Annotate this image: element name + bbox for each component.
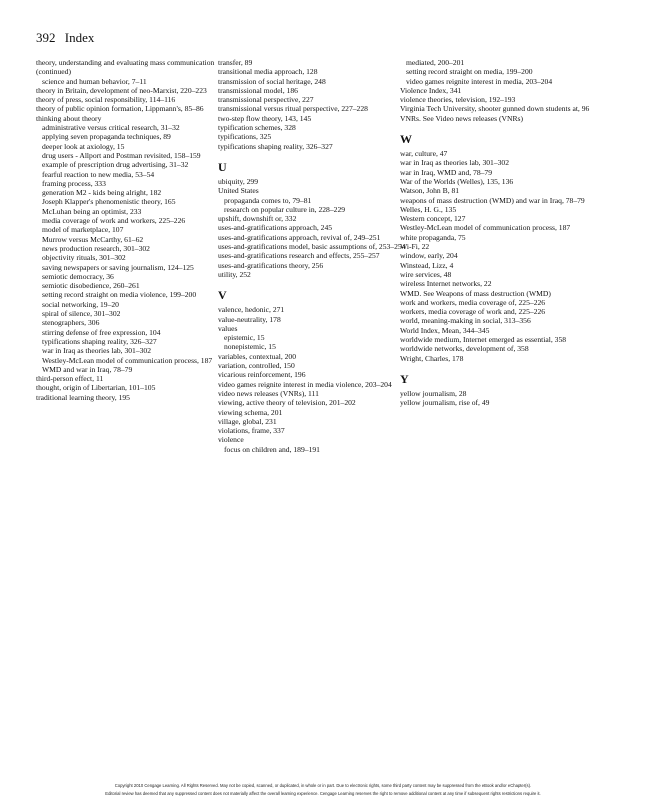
index-entry: worldwide medium, Internet emerged as essential, 358 bbox=[400, 335, 567, 345]
index-entry: third-person effect, 11 bbox=[36, 374, 104, 384]
index-subentry: model of marketplace, 107 bbox=[42, 225, 124, 235]
index-subentry: objectivity rituals, 301–302 bbox=[42, 253, 126, 263]
index-entry: viewing, active theory of television, 201–202 bbox=[218, 398, 356, 408]
index-subentry: nonepistemic, 15 bbox=[224, 342, 276, 352]
index-entry: Winstead, Lizz, 4 bbox=[400, 260, 454, 270]
index-entry: white propaganda, 75 bbox=[400, 232, 466, 242]
index-subentry: news production research, 301–302 bbox=[42, 243, 150, 253]
index-entry: typifications, 325 bbox=[218, 132, 272, 142]
index-entry: valence, hedonic, 271 bbox=[218, 305, 285, 315]
index-entry: viewing schema, 201 bbox=[218, 407, 283, 417]
index-letter-heading: Y bbox=[400, 371, 409, 386]
index-entry: variables, contextual, 200 bbox=[218, 351, 297, 361]
index-subentry: social networking, 19–20 bbox=[42, 299, 119, 309]
index-entry: video games reignite interest in media violence, 203–204 bbox=[218, 379, 392, 389]
index-entry: uses-and-gratifications theory, 256 bbox=[218, 260, 324, 270]
index-column-3 bbox=[400, 58, 612, 408]
index-subentry: media coverage of work and workers, 225–226 bbox=[42, 216, 186, 226]
index-entry: VNRs. See Video news releases (VNRs) bbox=[400, 113, 523, 123]
index-entry: transmissional perspective, 227 bbox=[218, 95, 314, 105]
index-entry: uses-and-gratifications approach, revival of, 249–251 bbox=[218, 232, 381, 242]
index-subentry: research on popular culture in, 228–229 bbox=[224, 204, 346, 214]
section-title: Index bbox=[64, 30, 95, 45]
index-subentry: Joseph Klapper's phenomenistic theory, 165 bbox=[42, 197, 176, 207]
index-subentry: fearful reaction to new media, 53–54 bbox=[42, 169, 155, 179]
index-entry: values bbox=[218, 323, 238, 333]
index-subentry: mediated, 200–201 bbox=[406, 58, 465, 67]
index-entry: transmission of social heritage, 248 bbox=[218, 76, 326, 86]
index-subentry: drug users - Allport and Postman revisited, 158–159 bbox=[42, 150, 201, 160]
index-entry: wire services, 48 bbox=[400, 269, 452, 279]
index-entry: war in Iraq as theories lab, 301–302 bbox=[400, 158, 510, 168]
index-subentry: setting record straight on media, 199–200 bbox=[406, 67, 533, 77]
index-entry: United States bbox=[218, 186, 259, 196]
index-column-1 bbox=[36, 58, 221, 402]
index-subentry: science and human behavior, 7–11 bbox=[42, 76, 147, 86]
index-subentry: example of prescription drug advertising, 31–32 bbox=[42, 160, 189, 170]
index-entry: thought, origin of Libertarian, 101–105 bbox=[36, 383, 156, 393]
index-entry: theory of press, social responsibility, 114–116 bbox=[36, 95, 176, 105]
index-subentry: Westley-McLean model of communication process, 187 bbox=[42, 355, 213, 365]
index-subentry: deeper look at axiology, 15 bbox=[42, 141, 125, 151]
index-entry: violations, frame, 337 bbox=[218, 426, 285, 436]
index-entry: variation, controlled, 150 bbox=[218, 361, 295, 371]
index-subentry: semiotic disobedience, 260–261 bbox=[42, 281, 140, 291]
index-letter-heading: W bbox=[400, 132, 412, 147]
index-entry: world, meaning-making in social, 313–356 bbox=[400, 316, 531, 326]
index-subentry: setting record straight on media violence, 199–200 bbox=[42, 290, 197, 300]
index-subentry: spiral of silence, 301–302 bbox=[42, 309, 121, 319]
index-entry: uses-and-gratifications research and effects, 255–257 bbox=[218, 251, 380, 261]
index-entry: upshift, downshift or, 332 bbox=[218, 214, 297, 224]
index-entry: (continued) bbox=[36, 67, 72, 77]
index-entry: transmissional model, 186 bbox=[218, 85, 298, 95]
index-entry: vicarious reinforcement, 196 bbox=[218, 370, 306, 380]
index-entry: Virginia Tech University, shooter gunned down students at, 96 bbox=[400, 104, 590, 114]
index-entry: Violence Index, 341 bbox=[400, 85, 462, 95]
index-entry: Welles, H. G., 135 bbox=[400, 204, 457, 214]
index-entry: Wright, Charles, 178 bbox=[400, 353, 464, 363]
index-entry: Western concept, 127 bbox=[400, 214, 466, 224]
index-entry: wireless Internet networks, 22 bbox=[400, 279, 492, 289]
index-column-2 bbox=[218, 58, 408, 454]
index-entry: workers, media coverage of work and, 225–226 bbox=[400, 307, 546, 317]
index-entry: work and workers, media coverage of, 225–226 bbox=[400, 297, 546, 307]
index-entry: transmissional versus ritual perspective, 227–228 bbox=[218, 104, 368, 114]
index-entry: uses-and-gratifications approach, 245 bbox=[218, 223, 333, 233]
index-entry: two-step flow theory, 143, 145 bbox=[218, 113, 312, 123]
index-entry: Westley-McLean model of communication process, 187 bbox=[400, 223, 571, 233]
index-entry: yellow journalism, 28 bbox=[400, 388, 467, 398]
index-subentry: McLuhan being an optimist, 233 bbox=[42, 206, 142, 216]
index-entry: worldwide networks, development of, 358 bbox=[400, 344, 529, 354]
index-subentry: epistemic, 15 bbox=[224, 333, 265, 343]
index-subentry: framing process, 333 bbox=[42, 178, 106, 188]
copyright-notice: Copyright 2010 Cengage Learning. All Rights Reserved. May not be copied, scanned, or duplicated, in whole or in part. Due to electronic rights, some third party content may be suppressed from the eBook and/or eChapter(s). bbox=[114, 783, 532, 788]
index-subentry: WMD and war in Iraq, 78–79 bbox=[42, 364, 133, 374]
index-subentry: war in Iraq as theories lab, 301–302 bbox=[42, 346, 152, 356]
index-subentry: propaganda comes to, 79–81 bbox=[224, 195, 312, 205]
editorial-notice: Editorial review has deemed that any suppressed content does not materially affect the overall learning experience. Cengage Learning reserves the right to remove additional content at any time if subsequent rights restrictions require it. bbox=[105, 791, 541, 796]
page-header bbox=[36, 30, 94, 46]
index-entry: theory in Britain, development of neo-Marxist, 220–223 bbox=[36, 85, 207, 95]
index-entry: transfer, 89 bbox=[218, 58, 253, 67]
index-entry: transitional media approach, 128 bbox=[218, 67, 318, 77]
index-entry: Wi-Fi, 22 bbox=[400, 242, 430, 252]
index-entry: traditional learning theory, 195 bbox=[36, 392, 130, 402]
index-entry: war in Iraq, WMD and, 78–79 bbox=[400, 167, 493, 177]
index-entry: village, global, 231 bbox=[218, 416, 277, 426]
index-subentry: generation M2 - kids being alright, 182 bbox=[42, 188, 162, 198]
index-subentry: semiotic democracy, 36 bbox=[42, 271, 114, 281]
index-entry: typification schemes, 328 bbox=[218, 123, 296, 133]
index-entry: thinking about theory bbox=[36, 113, 102, 123]
page-number: 392 bbox=[36, 30, 56, 45]
index-subentry: administrative versus critical research, 31–32 bbox=[42, 123, 180, 133]
index-subentry: Murrow versus McCarthy, 61–62 bbox=[42, 234, 144, 244]
index-letter-heading: U bbox=[218, 159, 227, 174]
index-entry: violence bbox=[218, 435, 244, 445]
index-entry: violence theories, television, 192–193 bbox=[400, 95, 516, 105]
index-entry: Watson, John B, 81 bbox=[400, 186, 460, 196]
index-entry: theory, understanding and evaluating mass communication bbox=[36, 58, 215, 67]
index-subentry: video games reignite interest in media, 203–204 bbox=[406, 76, 553, 86]
index-subentry: typifications shaping reality, 326–327 bbox=[42, 336, 157, 346]
index-subentry: applying seven propaganda techniques, 89 bbox=[42, 132, 171, 142]
index-letter-heading: V bbox=[218, 288, 227, 303]
index-entry: World Index, Mean, 344–345 bbox=[400, 325, 490, 335]
index-entry: video news releases (VNRs), 111 bbox=[218, 388, 319, 398]
index-subentry: stirring defense of free expression, 104 bbox=[42, 327, 161, 337]
index-entry: theory of public opinion formation, Lippmann's, 85–86 bbox=[36, 104, 204, 114]
index-subentry: saving newspapers or saving journalism, 124–125 bbox=[42, 262, 194, 272]
index-subentry: stenographers, 306 bbox=[42, 318, 100, 328]
index-entry: War of the Worlds (Welles), 135, 136 bbox=[400, 176, 514, 186]
index-entry: utility, 252 bbox=[218, 269, 251, 279]
index-entry: WMD. See Weapons of mass destruction (WMD) bbox=[400, 288, 551, 298]
index-entry: yellow journalism, rise of, 49 bbox=[400, 398, 490, 408]
index-entry: typifications shaping reality, 326–327 bbox=[218, 141, 333, 151]
index-entry: uses-and-gratifications model, basic assumptions of, 253–254 bbox=[218, 242, 406, 252]
index-entry: window, early, 204 bbox=[400, 251, 458, 261]
index-entry: value-neutrality, 178 bbox=[218, 314, 281, 324]
index-entry: war, culture, 47 bbox=[400, 149, 448, 159]
index-entry: ubiquity, 299 bbox=[218, 176, 259, 186]
index-subentry: focus on children and, 189–191 bbox=[224, 444, 320, 454]
index-entry: weapons of mass destruction (WMD) and war in Iraq, 78–79 bbox=[400, 195, 585, 205]
